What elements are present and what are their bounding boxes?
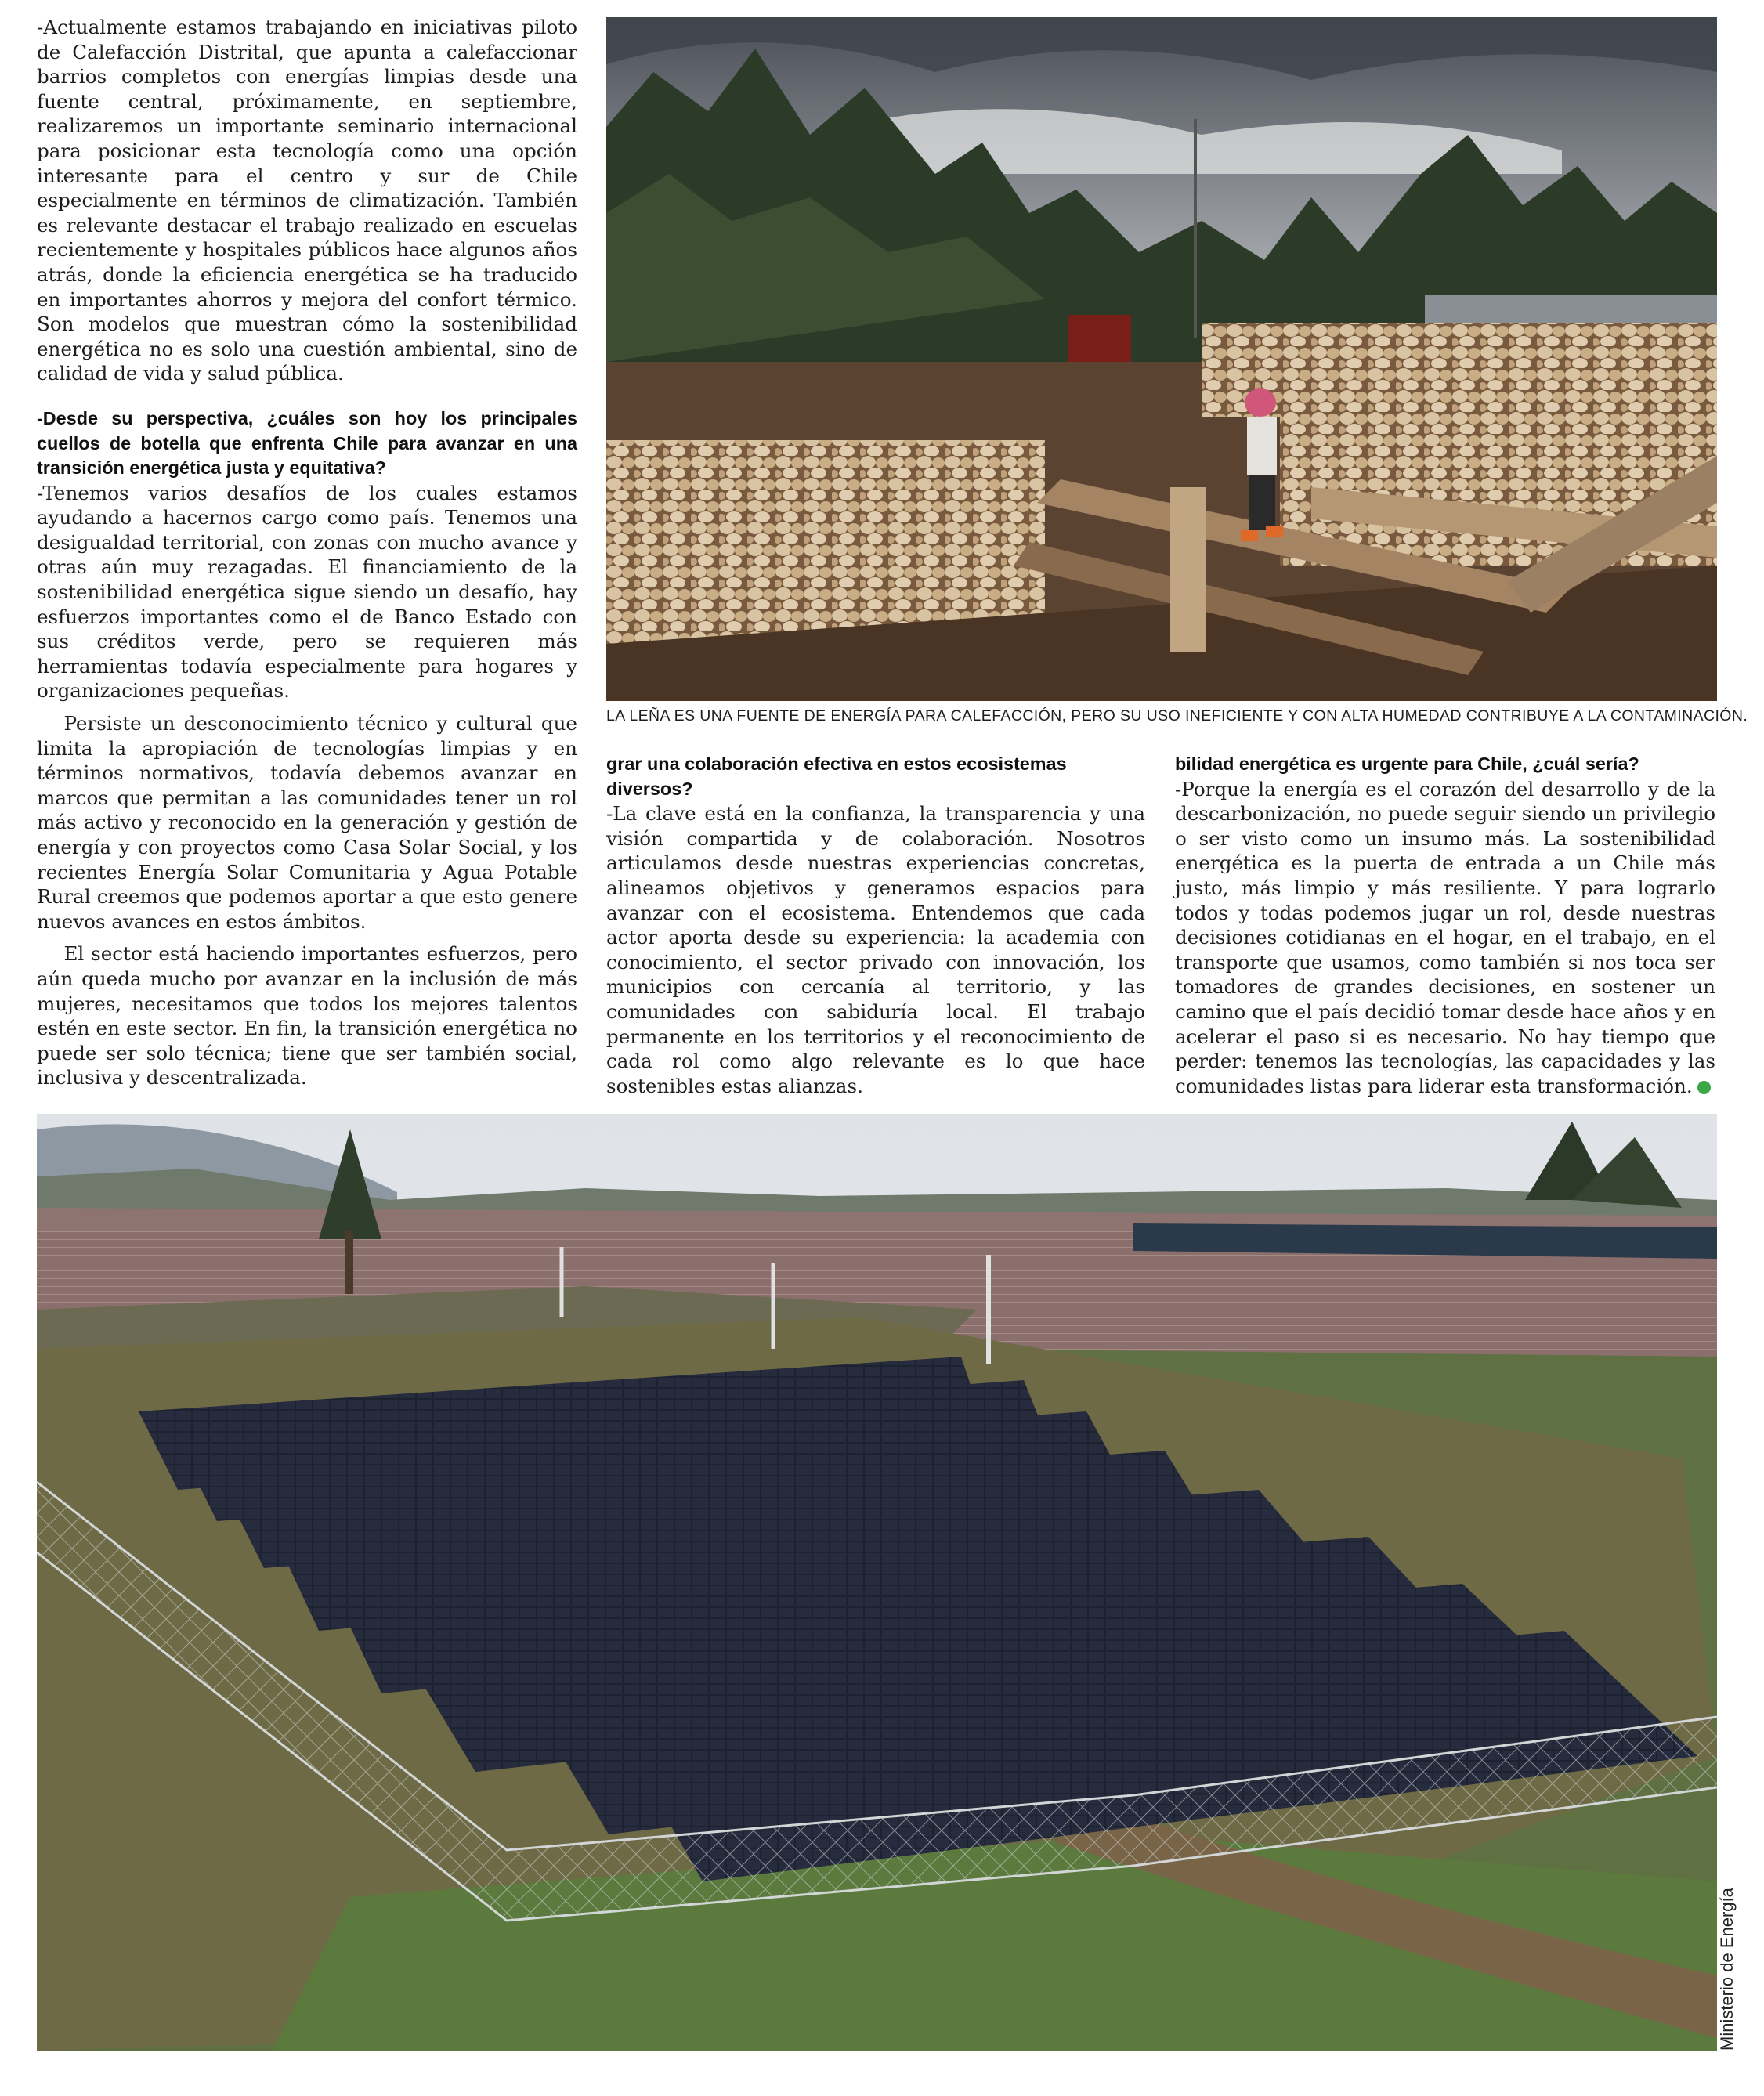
firewood-photo-caption: LA LEÑA ES UNA FUENTE DE ENERGÍA PARA CALEFACCIÓN, PERO SU USO INEFICIENTE Y CON ALTA HUMEDAD CONTRIBUYE A LA CONTAMINACIÓN. xyxy=(606,707,1748,725)
question-message-end: bilidad energética es urgente para Chile, ¿cuál sería? xyxy=(1175,753,1639,774)
article-column-3 xyxy=(1175,752,1715,1098)
intro-paragraph: -Actualmente estamos trabajando en iniciativas piloto de Calefacción Distrital, que apunta a calefaccionar barrios completos con energías limpias desde una fuente central, próximamente, en septiembre, realizaremos un importante seminario internacional para posicionar esta tecnología como una opción interesante para el centro y sur de Chile especialmente en términos de climatización. También es relevante destacar el trabajo realizado en escuelas recientemente y hospitales públicos hace algunos años atrás, donde la eficiencia energética se ha traducido en importantes ahorros y mejora del confort térmico. Son modelos que muestran cómo la sostenibilidad energética no es solo una cuestión ambiental, sino de calidad de vida y salud pública. xyxy=(37,16,577,385)
answer-trust: -La clave está en la confianza, la transparencia y una visión compartida y de colaboración. Nosotros articulamos desde nuestras experiencias concretas, alineamos objetivos y generamos espacios para avanzar con el ecosistema. Entendemos que cada actor aporta desde su experiencia: la academia con conocimiento, el sector privado con innovación, los municipios con cercanía al territorio, y las comunidades con sabiduría local. El trabajo permanente en los territorios y el reconocimiento de cada rol como algo relevante es lo que hace sostenibles estas alianzas. xyxy=(606,802,1145,1097)
paragraph-women: El sector está haciendo importantes esfuerzos, pero aún queda mucho por avanzar en la inclusión de más mujeres, necesitamos que todos los mejores talentos estén en este sector. En fin, la transición energética no puede ser solo técnica; tiene que ser también social, inclusiva y descentralizada. xyxy=(37,942,577,1090)
paragraph-knowledge: Persiste un desconocimiento técnico y cultural que limita la apropiación de tecnologías limpias y en términos normativos, todavía debemos avanzar en marcos que permitan a las comunidades tener un rol más activo y reconocido en la generación y gestión de energía y con proyectos como Casa Solar Social, y los recientes Energía Solar Comunitaria y Agua Potable Rural creemos que podemos aportar a que esto genere nuevos avances en estos ámbitos. xyxy=(37,712,577,933)
article-column-2 xyxy=(606,752,1145,1169)
answer-heart: -Porque la energía es el corazón del desarrollo y de la descarbonización, no puede seguir siendo un privilegio o ser visto como un insumo más. La sostenibilidad energética es la puerta de entrada a un Chile más justo, más limpio y más resiliente. Y para lograrlo todos y todas podemos jugar un rol, desde nuestras decisiones cotidianas en el hogar, en el trabajo, en el transporte que usamos, como también si nos toca ser tomadores de grandes decisiones, en sostener un camino que el país decidió tomar desde hace años y en acelerar el paso si es necesario. No hay tiempo que perder: tenemos las tecnologías, las capacidades y las comunidades listas para liderar esta transformación. xyxy=(1175,777,1715,1097)
photo-credit-text: Ministerio de Energía xyxy=(1717,1888,1737,2051)
end-of-article-dot-icon xyxy=(1697,1081,1711,1094)
question-actors-end: grar una colaboración efectiva en estos ecosistemas diversos? xyxy=(606,753,1067,799)
answer-heart-wrapper xyxy=(1175,777,1715,1099)
question-bottlenecks: -Desde su perspectiva, ¿cuáles son hoy los principales cuellos de botella que enfrenta Chile para avanzar en una transición energética justa y equitativa? xyxy=(37,407,577,479)
article-column-1 xyxy=(37,15,577,1185)
solar-plant-photo xyxy=(37,1114,1717,2051)
firewood-photo xyxy=(606,17,1717,701)
answer-challenges: -Tenemos varios desafíos de los cuales estamos ayudando a hacernos cargo como país. Tenemos una desigualdad territorial, con zonas con mucho avance y otras aún muy rezagadas. El financiamiento de la sostenibilidad energética sigue siendo un desafío, hay esfuerzos importantes como el de Banco Estado con sus créditos verde, pero se requieren más herramientas todavía especialmente para hogares y organizaciones pequeñas. xyxy=(37,481,577,703)
